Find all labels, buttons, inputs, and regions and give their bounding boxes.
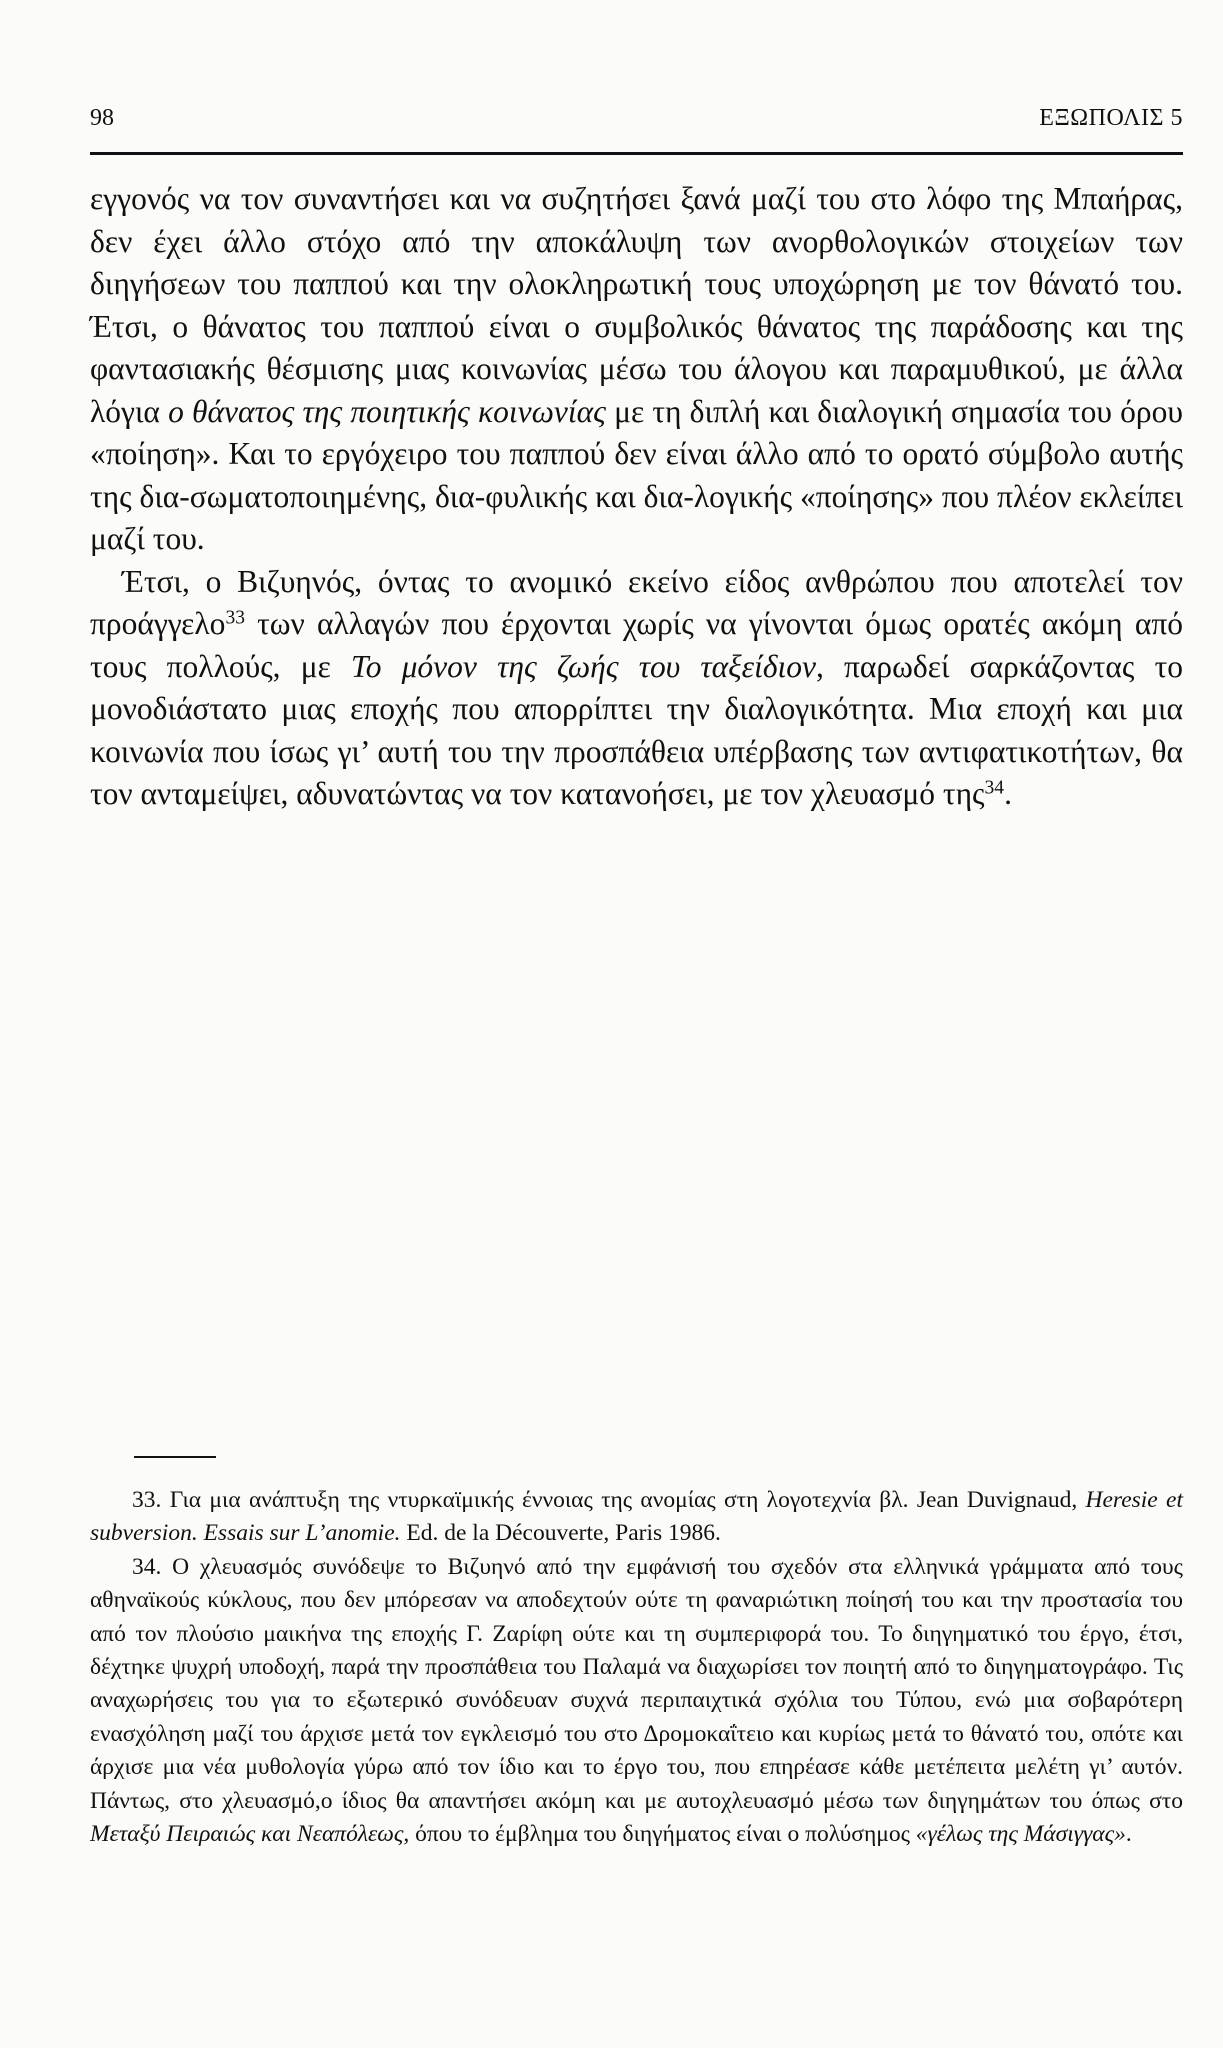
- footnote-ref-34[interactable]: 34: [984, 777, 1005, 799]
- italic-phrase: «γέλως της Μάσιγγας»: [915, 1821, 1126, 1848]
- text-run: 33. Για μια ανάπτυξη της ντυρκαϊμικής έννοιας της ανομίας στη λογοτεχνία βλ. Jean Duvignaud,: [132, 1487, 1086, 1513]
- footnote-rule: [134, 1456, 216, 1458]
- text-run: , παρωδεί σαρκάζοντας το μονοδιάστατο μιας εποχής που απορρίπτει την διαλογικότητα. Μια εποχή και μια κοινωνία που ίσως γι’ αυτή του την προσπάθεια υπέρβασης των αντιφατικοτήτων, θα τον ανταμείψει, αδυνατώντας να τον κατανοήσει, με τον χλευασμό της: [90, 648, 1183, 811]
- paragraph-1: [90, 178, 1183, 561]
- text-run: , όπου το έμβλημα του διηγήματος είναι ο πολύσημος: [403, 1821, 916, 1848]
- text-run: Έτσι, ο Βιζυηνός, όντας το ανομικό εκείνο είδος ανθρώπου που αποτελεί τον πρoάγγελο: [90, 563, 1183, 641]
- footnote-ref-33[interactable]: 33: [225, 607, 245, 629]
- italic-title: Heresie et subversion. Essais sur L’anomie.: [90, 1487, 1183, 1547]
- main-text: [90, 178, 1183, 816]
- text-run: Ed. de la Découverte, Paris 1986.: [400, 1520, 721, 1547]
- footnotes: [90, 1484, 1183, 1851]
- page-header: [90, 100, 1183, 136]
- footnote-33: [90, 1484, 1183, 1551]
- text-run: .: [1004, 776, 1012, 811]
- text-run: .: [1125, 1821, 1132, 1848]
- italic-title: Μεταξύ Πειραιώς και Νεαπόλεως: [90, 1821, 404, 1848]
- text-run: εγγονός να τον συναντήσει και να συζητήσει ξανά μαζί του στο λόφο της Μπαήρας, δεν έχει άλλο στόχο από την αποκάλυψη των ανορθολογικών στοιχείων των διηγήσεων του παππού και την ολοκληρωτική τους υποχώρηση με τον θάνατό του. Έτσι, ο θάνατος του παππού είναι ο συμβολικός θάνατος της παράδοσης και της φαντασιακής θέσμισης μιας κοινωνίας μέσω του άλογου και παραμυθικού, με άλλα λόγια: [90, 181, 1183, 429]
- paragraph-2: [90, 561, 1183, 816]
- italic-title: Το μόνον της ζωής του ταξείδιον: [351, 648, 816, 684]
- italic-phrase: ο θάνατος της ποιητικής κοινωνίας: [168, 393, 606, 429]
- text-run: με τη διπλή και διαλογική σημασία του όρου «ποίηση». Και το εργόχειρο του παππού δεν είναι άλλο από το ορατό σύμβολο αυτής της δια-σωματοποιημένης, δια-φυλικής και δια-λογικής «ποίησης» που πλέον εκλείπει μαζί του.: [90, 393, 1183, 556]
- footnote-34: [90, 1551, 1183, 1852]
- text-run: 34. Ο χλευασμός συνόδεψε το Βιζυηνό από την εμφάνισή του σχεδόν στα ελληνικά γράμματα από τους αθηναϊκούς κύκλους, που δεν μπόρεσαν να αποδεχτούν ούτε τη φαναριώτικη ποίησή του και την προστασία του από τον πλούσιο μαικήνα της εποχής Γ. Ζαρίφη ούτε και τη συμπεριφορά του. Το διηγηματικό του έργο, έτσι, δέχτηκε ψυχρή υποδοχή, παρά την προσπάθεια του Παλαμά να διαχωρίσει τον ποιητή από το διηγηματογράφο. Τις αναχωρήσεις του για το εξωτερικό συνόδευαν συχνά περιπαιχτικά σχόλια του Τύπου, ενώ μια σοβαρότερη ενασχόληση μαζί του άρχισε μετά τον εγκλεισμό του στο Δρομοκαΐτειο και κυρίως μετά το θάνατό του, οπότε και άρχισε μια νέα μυθολογία γύρω από τον ίδιο και το έργο του, που επηρέασε κάθε μετέπειτα μελέτη γι’ αυτόν. Πάντως, στο χλευασμό,ο ίδιος θα απαντήσει ακόμη και με αυτοχλευασμό μέσω των διηγημάτων του όπως στο: [90, 1553, 1183, 1814]
- header-rule: [90, 152, 1183, 155]
- page-number: 98: [90, 105, 114, 131]
- text-run: των αλλαγών που έρχονται χωρίς να γίνονται όμως ορατές ακόμη από τους πολλούς, με: [90, 606, 1183, 684]
- running-head: ΕΞΩΠΟΛΙΣ 5: [1039, 105, 1183, 131]
